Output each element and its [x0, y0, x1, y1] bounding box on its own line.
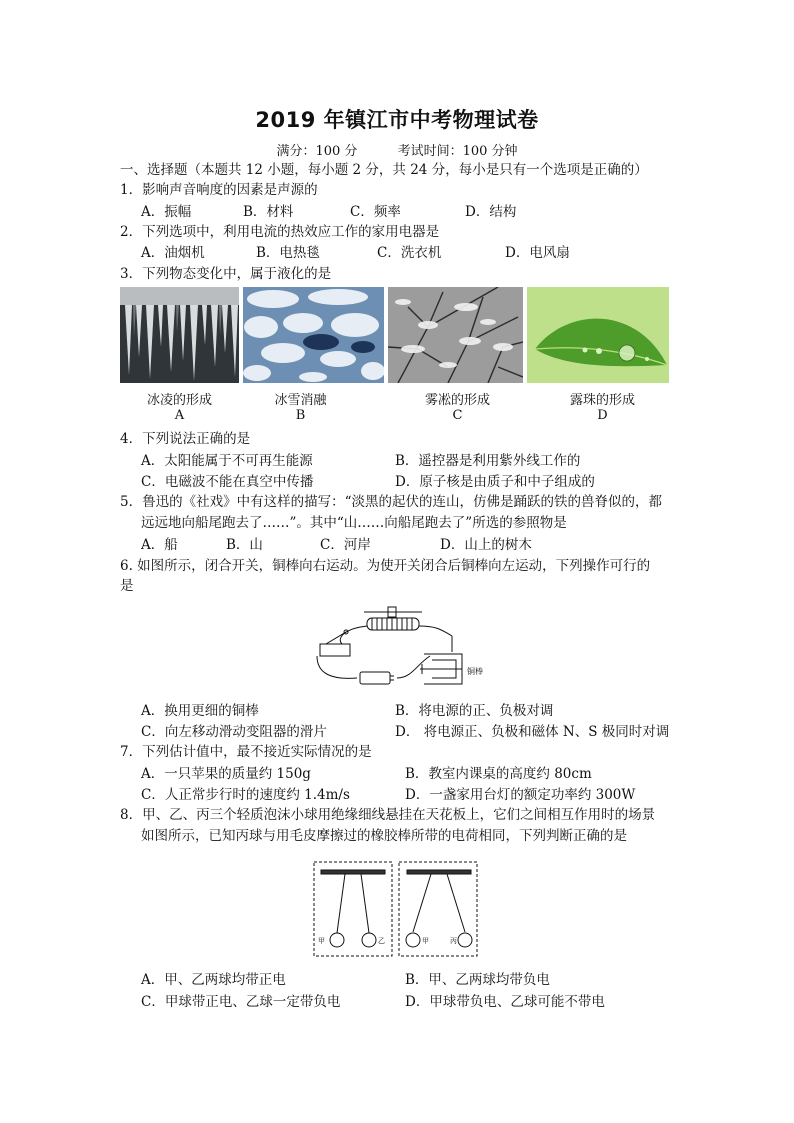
q7-option-c: C．人正常步行时的速度约 1.4m/s — [141, 787, 350, 803]
q1-option-c: C．频率 — [350, 204, 401, 220]
q2-option-d: D．电风扇 — [505, 245, 570, 261]
q8-option-a: A．甲、乙两球均带正电 — [141, 972, 286, 988]
q8-option-c: C．甲球带正电、乙球一定带负电 — [141, 994, 341, 1010]
q6-stem-line2: 是 — [120, 578, 134, 594]
q2-option-b: B．电热毯 — [256, 245, 320, 261]
q2-option-c: C．洗衣机 — [377, 245, 442, 261]
q4-option-b: B．遥控器是利用紫外线工作的 — [395, 453, 581, 469]
q2-stem: 2．下列选项中，利用电流的热效应工作的家用电器是 — [120, 224, 440, 240]
q1-option-d: D．结构 — [465, 204, 517, 220]
copper-rod-label: 铜棒 — [467, 667, 483, 676]
q6-option-c: C．向左移动滑动变阻器的滑片 — [141, 724, 327, 740]
q3-stem: 3．下列物态变化中，属于液化的是 — [120, 266, 332, 282]
q6-option-a: A．换用更细的铜棒 — [141, 703, 259, 719]
q2-option-a: A．油烟机 — [141, 245, 205, 261]
q8-stem-line2: 如图所示，已知丙球与用毛皮摩擦过的橡胶棒所带的电荷相同，下列判断正确的是 — [141, 828, 627, 844]
melting-ice-photo — [243, 287, 384, 383]
q5-option-c: C．河岸 — [320, 537, 371, 553]
full-score: 满分：100 分 — [276, 144, 358, 159]
q5-stem-line2: 远远地向船尾跑去了……”。其中“山……向船尾跑去了”所选的参照物是 — [141, 515, 567, 531]
dew-leaf-photo — [527, 287, 669, 383]
q8-option-b: B．甲、乙两球均带负电 — [405, 972, 550, 988]
section-heading: 一、选择题（本题共 12 小题，每小题 2 分，共 24 分，每小是只有一个选项是正确的） — [120, 162, 648, 178]
q8-stem-line1: 8．甲、乙、丙三个轻质泡沫小球用绝缘细线悬挂在天花板上，它们之间相互作用时的场景 — [120, 807, 656, 823]
image-a-caption: 冰凌的形成 A — [146, 393, 212, 423]
ball-jia-label-2: 甲 — [422, 937, 429, 945]
q6-stem-line1: 6. 如图所示，闭合开关，铜棒向右运动。为使开关闭合后铜棒向左运动，下列操作可行的 — [120, 558, 651, 574]
q4-option-d: D．原子核是由质子和中子组成的 — [395, 474, 595, 490]
q7-option-a: A．一只苹果的质量约 150g — [141, 766, 311, 782]
q5-option-b: B．山 — [226, 537, 263, 553]
q6-option-d: D． 将电源正、负极和磁体 N、S 极同时对调 — [395, 724, 670, 740]
circuit-figure — [312, 604, 502, 688]
q7-stem: 7．下列估计值中，最不接近实际情况的是 — [120, 744, 372, 760]
ball-jia-label-1: 甲 — [318, 937, 325, 945]
q5-stem-line1: 5．鲁迅的《社戏》中有这样的描写：“淡黑的起伏的连山，仿佛是踊跃的铁的兽脊似的，都 — [120, 494, 662, 510]
page-title: 2019 年镇江市中考物理试卷 — [255, 108, 539, 132]
charged-balls-figure — [313, 860, 479, 958]
q1-option-a: A．振幅 — [141, 204, 192, 220]
q4-option-a: A．太阳能属于不可再生能源 — [141, 453, 313, 469]
q1-option-b: B．材料 — [243, 204, 294, 220]
q4-stem: 4．下列说法正确的是 — [120, 431, 251, 447]
image-d-caption: 露珠的形成 D — [569, 393, 635, 423]
ball-bing-label: 丙 — [450, 937, 457, 945]
q4-option-c: C．电磁波不能在真空中传播 — [141, 474, 314, 490]
icicle-photo — [120, 287, 239, 383]
q6-option-b: B．将电源的正、负极对调 — [395, 703, 554, 719]
exam-meta — [0, 140, 794, 159]
q8-option-d: D．甲球带负电、乙球可能不带电 — [405, 994, 605, 1010]
image-b-caption: 冰雪消融 B — [274, 393, 327, 423]
q7-option-d: D．一盏家用台灯的额定功率约 300W — [405, 787, 636, 803]
q5-option-d: D．山上的树木 — [440, 537, 532, 553]
q1-stem: 1．影响声音响度的因素是声源的 — [120, 182, 318, 198]
rime-photo — [388, 287, 523, 383]
exam-time: 考试时间：100 分钟 — [397, 144, 518, 159]
q7-option-b: B．教室内课桌的高度约 80cm — [405, 766, 592, 782]
image-c-caption: 雾凇的形成 C — [424, 393, 490, 423]
ball-yi-label: 乙 — [378, 937, 385, 945]
q5-option-a: A．船 — [141, 537, 178, 553]
